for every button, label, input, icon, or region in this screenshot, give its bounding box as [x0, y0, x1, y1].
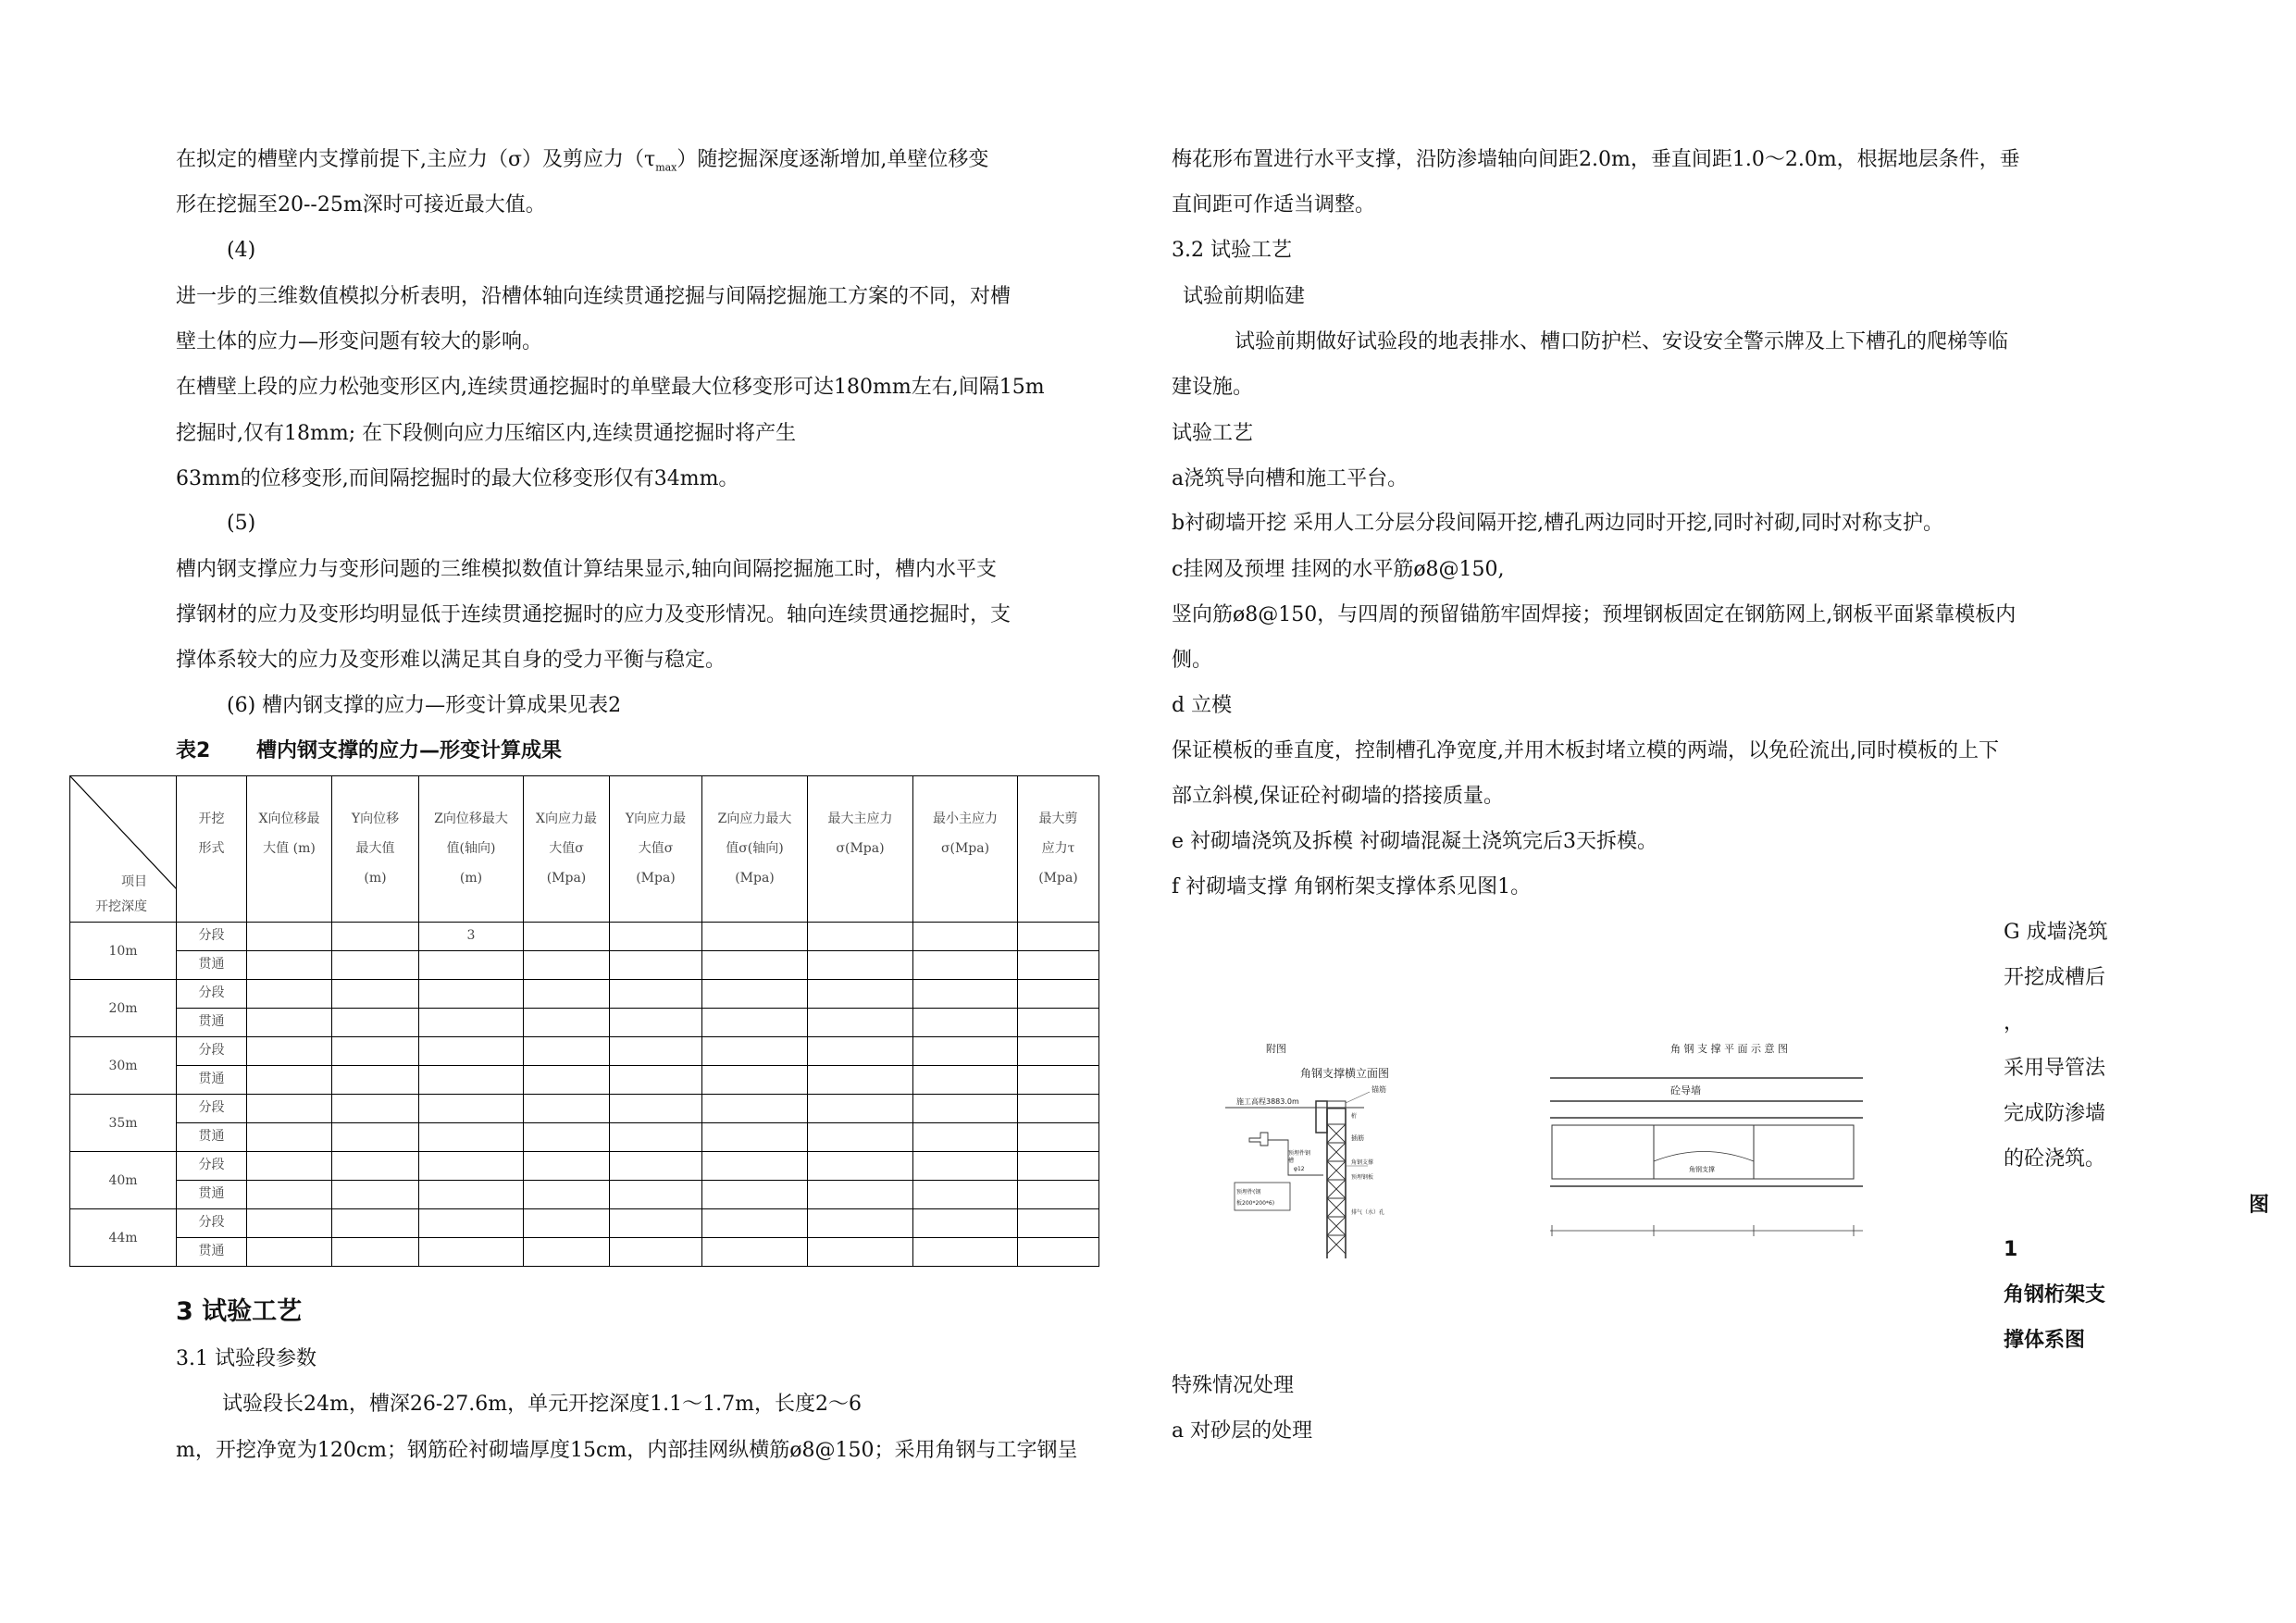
- value-cell: [524, 1037, 610, 1066]
- header-cell: [177, 776, 247, 923]
- depth-cell: 40m: [70, 1152, 177, 1209]
- step-g-line5: 完成防渗墙: [2004, 1102, 2106, 1125]
- value-cell: [808, 951, 913, 980]
- value-cell: [610, 1152, 702, 1181]
- value-cell: [913, 1238, 1018, 1267]
- value-cell: [610, 1066, 702, 1095]
- step-g-line3: ，: [2004, 1011, 2025, 1035]
- value-cell: [247, 923, 332, 951]
- svg-text:φ12: φ12: [1294, 1166, 1305, 1172]
- svg-text:角钢支撑: 角钢支撑: [1351, 1159, 1374, 1166]
- value-cell: [1018, 1037, 1099, 1066]
- pre-build-line1: 试验前期做好试验段的地表排水、槽口防护栏、安设安全警示牌及上下槽孔的爬梯等临: [1235, 330, 2009, 353]
- value-cell: [247, 951, 332, 980]
- guide-wall-label: 砼导墙: [1670, 1084, 1701, 1096]
- table-row: [70, 923, 1099, 951]
- depth-cell: 44m: [70, 1209, 177, 1267]
- section32-title: 3.2 试验工艺: [1172, 239, 1292, 262]
- pre-build-heading: 试验前期临建: [1183, 285, 1306, 308]
- corner-cell: [70, 776, 177, 923]
- method-cell: 贯通: [177, 1066, 247, 1095]
- value-cell: [419, 1238, 524, 1267]
- value-cell: [808, 1037, 913, 1066]
- value-cell: [808, 1209, 913, 1238]
- value-cell: [610, 1123, 702, 1152]
- value-cell: [247, 1123, 332, 1152]
- item4-number: (4): [227, 239, 256, 262]
- value-cell: [913, 980, 1018, 1009]
- pre-build-line2: 建设施。: [1172, 376, 1254, 399]
- plan-figure: [1541, 1036, 1879, 1258]
- step-b: b衬砌墙开挖 采用人工分层分段间隔开挖,槽孔两边同时开挖,同时衬砌,同时对称支护。: [1172, 512, 1944, 535]
- value-cell: [332, 1238, 419, 1267]
- method-cell: 分段: [177, 980, 247, 1009]
- value-cell: [247, 1037, 332, 1066]
- value-cell: [1018, 1152, 1099, 1181]
- method-cell: 贯通: [177, 1181, 247, 1209]
- value-cell: [702, 1181, 808, 1209]
- header-line: Z向位移最大: [434, 812, 508, 826]
- step-c-line2: 竖向筋ø8@150，与四周的预留锚筋牢固焊接；预埋钢板固定在钢筋网上,钢板平面紧靠模板内: [1172, 603, 2017, 626]
- value-cell: [808, 1009, 913, 1037]
- value-cell: [1018, 1181, 1099, 1209]
- para1-line1: 在拟定的槽壁内支撑前提下,主应力（σ）及剪应力$(\tau_{max})$随挖掘深度逐渐增加,单壁位移变: [176, 148, 989, 174]
- value-cell: [808, 1152, 913, 1181]
- svg-text:预埋件钢: 预埋件钢: [1288, 1150, 1311, 1157]
- method-cell: 分段: [177, 1095, 247, 1123]
- value-cell: [524, 923, 610, 951]
- value-cell: [524, 1066, 610, 1095]
- table-row: [70, 951, 1099, 980]
- value-cell: [1018, 1209, 1099, 1238]
- header-cell: [247, 776, 332, 923]
- header-cell: [419, 776, 524, 923]
- item6-line: (6) 槽内钢支撑的应力—形变计算成果见表2: [227, 694, 622, 717]
- header-line: (m): [364, 871, 387, 886]
- value-cell: [808, 980, 913, 1009]
- value-cell: [419, 1152, 524, 1181]
- para1-line2: 形在挖掘至20--25m深时可接近最大值。: [176, 193, 546, 217]
- table-row: [70, 1152, 1099, 1181]
- value-cell: [702, 1209, 808, 1238]
- table-row: [70, 1238, 1099, 1267]
- value-cell: [610, 923, 702, 951]
- svg-text:预埋钢板: 预埋钢板: [1351, 1174, 1374, 1181]
- value-cell: [702, 923, 808, 951]
- value-cell: [913, 1152, 1018, 1181]
- value-cell: [1018, 951, 1099, 980]
- table-row: [70, 1066, 1099, 1095]
- value-cell: [913, 1095, 1018, 1123]
- value-cell: [524, 1095, 610, 1123]
- header-line: 最大剪: [1038, 812, 1078, 826]
- header-line: 最大主应力: [827, 812, 893, 826]
- value-cell: [332, 1066, 419, 1095]
- value-cell: [610, 980, 702, 1009]
- value-cell: [419, 1009, 524, 1037]
- value-cell: [1018, 1066, 1099, 1095]
- value-cell: [1018, 1123, 1099, 1152]
- value-cell: [1018, 923, 1099, 951]
- table-row: [70, 1037, 1099, 1066]
- header-line: 大值σ: [638, 841, 674, 856]
- depth-cell: 30m: [70, 1037, 177, 1095]
- header-line: 应力τ: [1041, 841, 1075, 856]
- section3-title: 3 试验工艺: [176, 1297, 303, 1326]
- value-cell: [419, 1037, 524, 1066]
- value-cell: [702, 1152, 808, 1181]
- value-cell: [1018, 980, 1099, 1009]
- item5-line1: 槽内钢支撑应力与变形问题的三维模拟数值计算结果显示,轴向间隔挖掘施工时，槽内水平支: [176, 558, 997, 581]
- value-cell: [332, 1123, 419, 1152]
- value-cell: [332, 980, 419, 1009]
- elevation-label: 施工高程3883.0m: [1236, 1097, 1299, 1106]
- value-cell: [247, 1066, 332, 1095]
- item4-line1: 进一步的三维数值模拟分析表明，沿槽体轴向连续贯通挖掘与间隔挖掘施工方案的不同，对槽: [176, 285, 1011, 308]
- right-line2: 直间距可作适当调整。: [1172, 193, 1376, 217]
- method-cell: 贯通: [177, 1238, 247, 1267]
- value-cell: [702, 951, 808, 980]
- special-heading: 特殊情况处理: [1172, 1374, 1295, 1397]
- figure-left-top-label: 附图: [1266, 1043, 1286, 1055]
- depth-cell: 35m: [70, 1095, 177, 1152]
- header-line: 大值 (m): [263, 841, 316, 856]
- header-line: 开挖: [198, 812, 225, 826]
- value-cell: [524, 1152, 610, 1181]
- value-cell: [702, 1238, 808, 1267]
- value-cell: [702, 980, 808, 1009]
- header-line: (Mpa): [1038, 871, 1078, 886]
- value-cell: [913, 1181, 1018, 1209]
- value-cell: [247, 1238, 332, 1267]
- header-line: X向应力最: [536, 812, 597, 826]
- figure-char: 图: [2249, 1194, 2270, 1217]
- item4-line2: 壁土体的应力—形变问题有较大的影响。: [176, 330, 543, 353]
- table-header-row: [70, 776, 1099, 923]
- item5-line3: 撑体系较大的应力及变形难以满足其自身的受力平衡与稳定。: [176, 649, 726, 672]
- value-cell: [808, 1095, 913, 1123]
- svg-text:槽: 槽: [1288, 1158, 1295, 1164]
- brace-label: 角钢支撑: [1689, 1166, 1715, 1173]
- step-e: e 衬砌墙浇筑及拆模 衬砌墙混凝土浇筑完后3天拆模。: [1172, 830, 1658, 853]
- item4-line4: 挖掘时,仅有18mm; 在下段侧向应力压缩区内,连续贯通挖掘时将产生: [176, 422, 797, 445]
- corner-label-top: 项目: [121, 874, 147, 889]
- method-cell: 贯通: [177, 951, 247, 980]
- value-cell: [913, 951, 1018, 980]
- step-a: a浇筑导向槽和施工平台。: [1172, 467, 1409, 490]
- method-cell: 贯通: [177, 1009, 247, 1037]
- step-f: f 衬砌墙支撑 角钢桁架支撑体系见图1。: [1172, 875, 1532, 898]
- header-line: (Mpa): [636, 871, 676, 886]
- figure-caption-line2: 撑体系图: [2004, 1329, 2086, 1352]
- value-cell: [1018, 1095, 1099, 1123]
- value-cell: [419, 1095, 524, 1123]
- value-cell: 3: [419, 923, 524, 951]
- value-cell: [332, 923, 419, 951]
- value-cell: [419, 951, 524, 980]
- header-cell: [524, 776, 610, 923]
- header-line: 最大值: [355, 841, 395, 856]
- table-row: [70, 1095, 1099, 1123]
- value-cell: [1018, 1238, 1099, 1267]
- figure-left-title: 角钢支撑横立面图: [1300, 1067, 1390, 1080]
- step-d-line2: 部立斜模,保证砼衬砌墙的搭接质量。: [1172, 785, 1504, 808]
- header-line: Y向位移: [351, 812, 400, 826]
- header-line: 大值σ: [549, 841, 584, 856]
- value-cell: [332, 1209, 419, 1238]
- method-cell: 分段: [177, 923, 247, 951]
- header-cell: [913, 776, 1018, 923]
- value-cell: [524, 980, 610, 1009]
- value-cell: [247, 1209, 332, 1238]
- value-cell: [610, 1238, 702, 1267]
- figure-caption-line1: 角钢桁架支: [2004, 1283, 2106, 1307]
- value-cell: [332, 1181, 419, 1209]
- value-cell: [524, 1209, 610, 1238]
- svg-text:板200*200*6): 板200*200*6): [1236, 1200, 1275, 1207]
- value-cell: [913, 923, 1018, 951]
- svg-text:预埋件(钢: 预埋件(钢: [1236, 1189, 1261, 1196]
- step-g-line1: G 成墙浇筑: [2004, 921, 2108, 944]
- header-cell: [1018, 776, 1099, 923]
- svg-text:桁: 桁: [1351, 1113, 1358, 1120]
- header-line: 值(轴向): [446, 841, 496, 856]
- table-row: [70, 1123, 1099, 1152]
- step-c-line1: c挂网及预埋 挂网的水平筋ø8@150,: [1172, 558, 1505, 581]
- svg-text:排气（水）孔: 排气（水）孔: [1351, 1209, 1385, 1216]
- right-line1: 梅花形布置进行水平支撑，沿防渗墙轴向间距2.0m，垂直间距1.0～2.0m，根据地层条件，垂: [1172, 148, 2020, 171]
- header-line: σ(Mpa): [940, 841, 990, 856]
- svg-text:锚筋: 锚筋: [1371, 1085, 1386, 1094]
- depth-cell: 20m: [70, 980, 177, 1037]
- header-line: 值σ(轴向): [726, 841, 784, 856]
- value-cell: [610, 1181, 702, 1209]
- value-cell: [808, 1181, 913, 1209]
- step-g-line4: 采用导管法: [2004, 1057, 2106, 1080]
- step-g-line6: 的砼浇筑。: [2004, 1147, 2106, 1171]
- header-line: Y向应力最: [625, 812, 687, 826]
- section31-line2: m，开挖净宽为120cm；钢筋砼衬砌墙厚度15cm，内部挂网纵横筋ø8@150；采用角钢与工字钢呈: [176, 1439, 1078, 1462]
- value-cell: [419, 1066, 524, 1095]
- value-cell: [808, 1066, 913, 1095]
- value-cell: [808, 1123, 913, 1152]
- value-cell: [247, 1181, 332, 1209]
- table-row: [70, 1009, 1099, 1037]
- value-cell: [808, 923, 913, 951]
- table-caption: [176, 739, 562, 763]
- header-cell: [702, 776, 808, 923]
- value-cell: [913, 1123, 1018, 1152]
- table-caption-number: 表2: [176, 739, 211, 762]
- header-line: Z向应力最大: [717, 812, 792, 826]
- table-row: [70, 980, 1099, 1009]
- header-line: (Mpa): [735, 871, 775, 886]
- value-cell: [524, 1181, 610, 1209]
- value-cell: [332, 1037, 419, 1066]
- figure-number: 1: [2004, 1238, 2018, 1261]
- value-cell: [610, 1095, 702, 1123]
- value-cell: [419, 1123, 524, 1152]
- value-cell: [419, 1209, 524, 1238]
- value-cell: [524, 1238, 610, 1267]
- value-cell: [913, 1066, 1018, 1095]
- value-cell: [332, 1095, 419, 1123]
- value-cell: [913, 1037, 1018, 1066]
- value-cell: [332, 1009, 419, 1037]
- value-cell: [524, 1123, 610, 1152]
- value-cell: [702, 1037, 808, 1066]
- value-cell: [524, 951, 610, 980]
- header-cell: [332, 776, 419, 923]
- table-body: [70, 923, 1099, 1267]
- section31-title: 3.1 试验段参数: [176, 1347, 316, 1370]
- item5-number: (5): [227, 512, 256, 535]
- method-cell: 分段: [177, 1037, 247, 1066]
- special-item-a: a 对砂层的处理: [1172, 1419, 1313, 1443]
- elevation-figure: [1212, 1036, 1458, 1258]
- step-g-line2: 开挖成槽后: [2004, 966, 2106, 989]
- step-c-line3: 侧。: [1172, 649, 1213, 672]
- header-line: σ(Mpa): [836, 841, 885, 856]
- item4-line3: 在槽壁上段的应力松弛变形区内,连续贯通挖掘时的单壁最大位移变形可达180mm左右,间隔15m: [176, 376, 1045, 399]
- results-table: [69, 775, 1099, 1267]
- item5-line2: 撑钢材的应力及变形均明显低于连续贯通挖掘时的应力及变形情况。轴向连续贯通挖掘时，支: [176, 603, 1011, 626]
- value-cell: [913, 1009, 1018, 1037]
- header-line: 形式: [198, 841, 225, 856]
- method-cell: 分段: [177, 1209, 247, 1238]
- value-cell: [247, 1009, 332, 1037]
- figure-right-title: 角 钢 支 撑 平 面 示 意 图: [1670, 1043, 1788, 1055]
- value-cell: [610, 951, 702, 980]
- value-cell: [808, 1238, 913, 1267]
- svg-text:插筋: 插筋: [1351, 1134, 1364, 1142]
- header-line: (Mpa): [546, 871, 587, 886]
- value-cell: [702, 1009, 808, 1037]
- header-cell: [610, 776, 702, 923]
- value-cell: [419, 1181, 524, 1209]
- value-cell: [1018, 1009, 1099, 1037]
- value-cell: [247, 1095, 332, 1123]
- step-d-heading: d 立模: [1172, 694, 1233, 717]
- depth-cell: 10m: [70, 923, 177, 980]
- header-line: X向位移最: [258, 812, 320, 826]
- item4-line5: 63mm的位移变形,而间隔挖掘时的最大位移变形仅有34mm。: [176, 467, 739, 490]
- value-cell: [247, 1152, 332, 1181]
- process-heading: 试验工艺: [1172, 422, 1254, 445]
- value-cell: [702, 1123, 808, 1152]
- value-cell: [610, 1209, 702, 1238]
- method-cell: 分段: [177, 1152, 247, 1181]
- header-line: 最小主应力: [933, 812, 998, 826]
- table-row: [70, 1209, 1099, 1238]
- method-cell: 贯通: [177, 1123, 247, 1152]
- value-cell: [913, 1209, 1018, 1238]
- value-cell: [332, 1152, 419, 1181]
- value-cell: [247, 980, 332, 1009]
- value-cell: [702, 1095, 808, 1123]
- step-d-line1: 保证模板的垂直度，控制槽孔净宽度,并用木板封堵立模的两端，以免砼流出,同时模板的上下: [1172, 739, 1999, 762]
- value-cell: [610, 1009, 702, 1037]
- value-cell: [702, 1066, 808, 1095]
- corner-label-bottom: 开挖深度: [95, 899, 147, 914]
- header-cell: [808, 776, 913, 923]
- value-cell: [610, 1037, 702, 1066]
- value-cell: [332, 951, 419, 980]
- header-line: (m): [459, 871, 483, 886]
- section31-line1: 试验段长24m，槽深26-27.6m，单元开挖深度1.1～1.7m，长度2～6: [222, 1393, 862, 1416]
- value-cell: [524, 1009, 610, 1037]
- table-caption-title: 槽内钢支撑的应力—形变计算成果: [255, 739, 562, 762]
- value-cell: [419, 980, 524, 1009]
- table-row: [70, 1181, 1099, 1209]
